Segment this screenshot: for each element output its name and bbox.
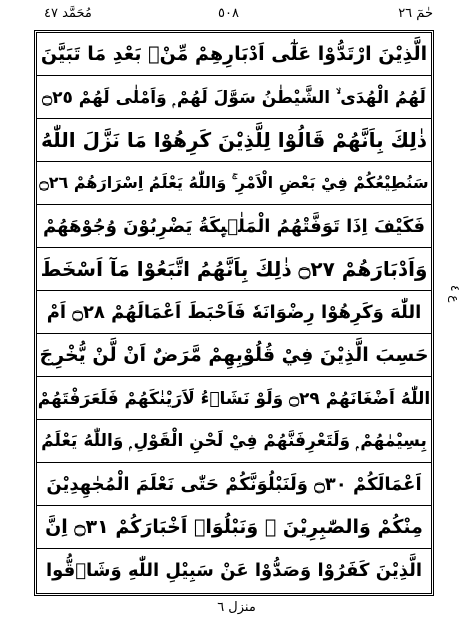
- text-line-2: لَهُمُ الْهُدَى ۙ الشَّيْطٰنُ سَوَّلَ لَهُمْ ۭ وَاَمْلٰى لَهُمْ ۝٢٥: [37, 76, 431, 119]
- manzil-footer: منزل ٦: [217, 600, 256, 615]
- text-line-13: الَّذِيْنَ كَفَرُوْا وَصَدُّوْا عَنْ سَبِيْلِ اللّٰهِ وَشَاۗقُّوا: [45, 560, 423, 581]
- text-line-7: اللّٰهَ وَكَرِهُوْا رِضْوَانَهٗ فَاَحْبَطَ اَعْمَالَهُمْ ۝٢٨ اَمْ: [37, 291, 431, 334]
- text-line-10: بِسِيْمٰهُمْ ۭ وَلَتَعْرِفَنَّهُمْ فِيْ لَحْنِ الْقَوْلِ ۭ وَاللّٰهُ يَعْلَمُ: [37, 420, 431, 463]
- text-frame: [34, 30, 434, 596]
- text-line-8: حَسِبَ الَّذِيْنَ فِيْ قُلُوْبِهِمْ مَّرَضٌ اَنْ لَّنْ يُّخْرِجَ: [37, 334, 431, 377]
- text-line-11: اَعْمَالَكُمْ ۝٣٠ وَلَنَبْلُوَنَّكُمْ حَتّٰى نَعْلَمَ الْمُجٰهِدِيْنَ: [37, 463, 431, 506]
- text-line-3: ذٰلِكَ بِاَنَّهُمْ قَالُوْا لِلَّذِيْنَ كَرِهُوْا مَا نَزَّلَ اللّٰهُ: [37, 119, 431, 162]
- ruku-margin-note: ع ٤: [448, 285, 462, 303]
- text-line-12: مِنْكُمْ وَالصّٰبِرِيْنَ ۙ وَنَبْلُوَا۟ اَخْبَارَكُمْ ۝٣١ اِنَّ: [37, 506, 431, 549]
- page-header: [0, 0, 473, 30]
- text-line-6: وَاَدْبَارَهُمْ ۝٢٧ ذٰلِكَ بِاَنَّهُمُ اتَّبَعُوْا مَآ اَسْخَطَ: [37, 248, 431, 291]
- surah-name: مُحَمَّد ٤٧: [44, 6, 92, 21]
- text-line-9: اللّٰهُ اَضْغَانَهُمْ ۝٢٩ وَلَوْ نَشَاۗءُ لَاَرَيْنٰكَهُمْ فَلَعَرَفْتَهُمْ: [37, 377, 431, 420]
- page-number: ٥٠٨: [218, 6, 239, 21]
- juz-name: حٰمٓ ٢٦: [398, 6, 433, 21]
- text-line-4: سَنُطِيْعُكُمْ فِيْ بَعْضِ الْاَمْرِ ۚ وَاللّٰهُ يَعْلَمُ اِسْرَارَهُمْ ۝٢٦: [37, 162, 431, 205]
- text-line-5: فَكَيْفَ اِذَا تَوَفَّتْهُمُ الْمَلٰۗىِٕكَةُ يَضْرِبُوْنَ وُجُوْهَهُمْ: [37, 205, 431, 248]
- text-line-1: الَّذِيْنَ ارْتَدُّوْا عَلٰٓى اَدْبَارِهِمْ مِّنْۢ بَعْدِ مَا تَبَيَّنَ: [37, 33, 431, 76]
